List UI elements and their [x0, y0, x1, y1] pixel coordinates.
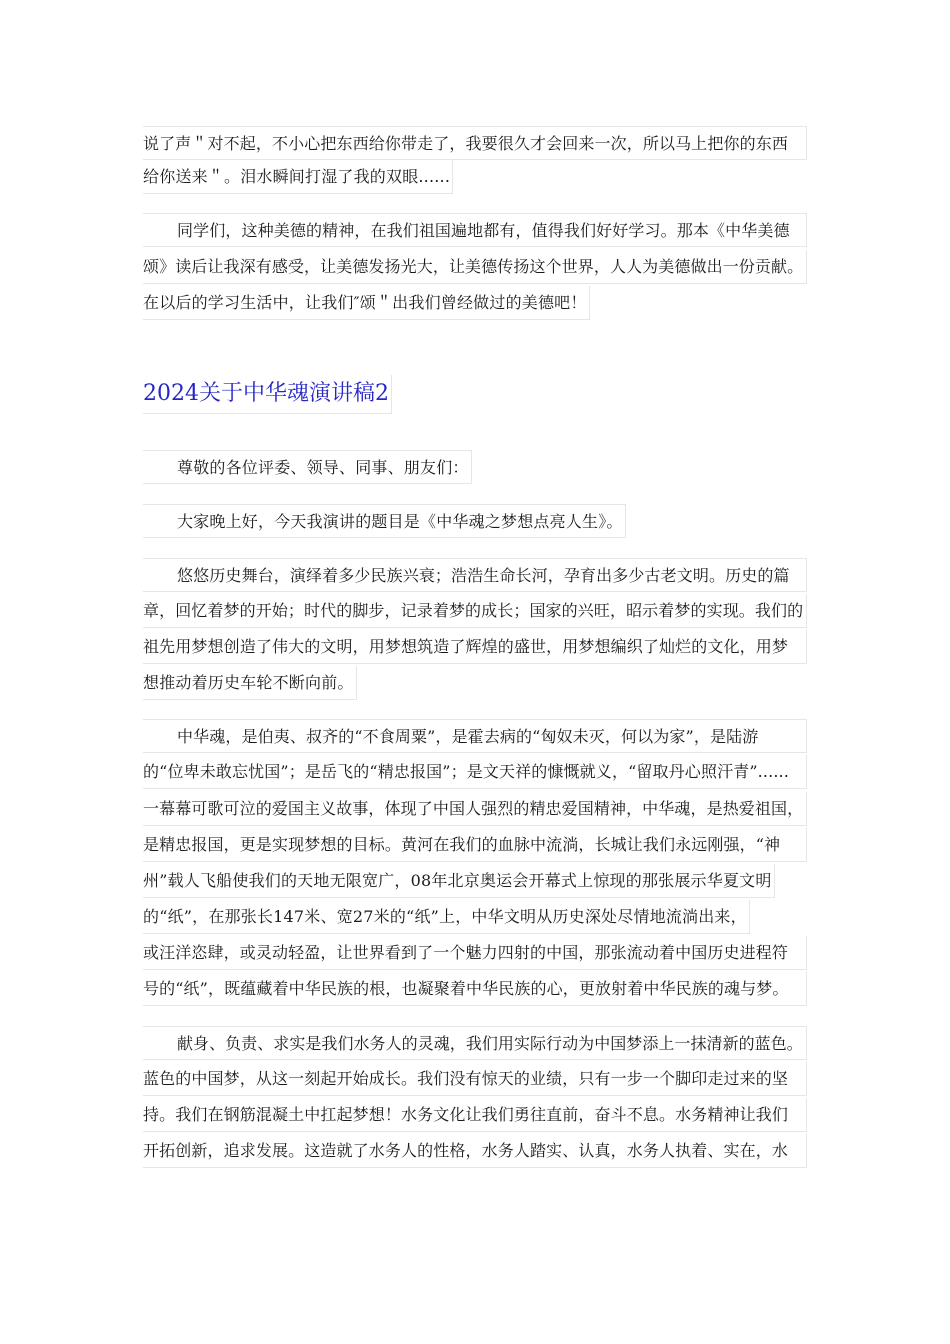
- text-line: 的“纸”，在那张长147米、宽27米的“纸”上，中华文明从历史深处尽情地流淌出来，: [143, 900, 750, 934]
- text-line: [143, 1026, 807, 1060]
- section-heading: 2024关于中华魂演讲稿2: [143, 375, 392, 414]
- text-line: 蓝色的中国梦，从这一刻起开始成长。我们没有惊天的业绩，只有一步一个脚印走过来的坚: [143, 1062, 807, 1096]
- text-line: 给你送来＂。泪水瞬间打湿了我的双眼......: [143, 160, 453, 194]
- text-line: 说了声＂对不起，不小心把东西给你带走了，我要很久才会回来一次，所以马上把你的东西: [143, 126, 807, 160]
- text-line: 在以后的学习生活中，让我们″颂＂出我们曾经做过的美德吧！: [143, 286, 590, 320]
- text-line: 开拓创新，追求发展。这造就了水务人的性格，水务人踏实、认真，水务人执着、实在，水: [143, 1134, 807, 1168]
- text-line: 章，回忆着梦的开始；时代的脚步，记录着梦的成长；国家的兴旺，昭示着梦的实现。我们的: [143, 594, 807, 628]
- text-line: 一幕幕可歌可泣的爱国主义故事，体现了中国人强烈的精忠爱国精神，中华魂，是热爱祖国，: [143, 792, 807, 826]
- intro-text: 大家晚上好，今天我演讲的题目是《中华魂之梦想点亮人生》。: [177, 512, 623, 531]
- text-line: 的“位卑未敢忘忧国”；是岳飞的“精忠报国”；是文天祥的慷慨就义，“留取丹心照汗青”......: [143, 755, 807, 789]
- text-line-content: 同学们，这种美德的精神，在我们祖国遍地都有，值得我们好好学习。那本《中华美德: [177, 221, 790, 240]
- greeting-text: 尊敬的各位评委、领导、同事、朋友们：: [177, 458, 469, 477]
- text-line-content: 献身、负责、求实是我们水务人的灵魂，我们用实际行动为中国梦添上一抹清新的蓝色。: [177, 1034, 803, 1053]
- text-line-content: 中华魂，是伯夷、叔齐的“不食周粟”，是霍去病的“匈奴未灭，何以为家”，是陆游: [177, 727, 759, 746]
- text-line: 是精忠报国，更是实现梦想的目标。黄河在我们的血脉中流淌，长城让我们永远刚强，“神: [143, 828, 807, 862]
- text-line: 持。我们在钢筋混凝土中扛起梦想！水务文化让我们勇往直前，奋斗不息。水务精神让我们: [143, 1098, 807, 1132]
- text-line: 想推动着历史车轮不断向前。: [143, 666, 357, 700]
- text-line: [143, 719, 807, 753]
- text-line: [143, 558, 807, 592]
- intro-line: [143, 504, 626, 538]
- text-line: 颂》读后让我深有感受，让美德发扬光大，让美德传扬这个世界，人人为美德做出一份贡献。: [143, 250, 807, 284]
- text-line: 或汪洋恣肆，或灵动轻盈，让世界看到了一个魅力四射的中国，那张流动着中国历史进程符: [143, 936, 807, 970]
- text-line: 祖先用梦想创造了伟大的文明，用梦想筑造了辉煌的盛世，用梦想编织了灿烂的文化，用梦: [143, 630, 807, 664]
- greeting-line: [143, 450, 472, 484]
- text-line-content: 悠悠历史舞台，演绎着多少民族兴衰；浩浩生命长河，孕育出多少古老文明。历史的篇: [177, 566, 790, 585]
- text-line: [143, 213, 807, 247]
- text-line: 号的“纸”，既蕴藏着中华民族的根，也凝聚着中华民族的心，更放射着中华民族的魂与梦。: [143, 972, 807, 1006]
- text-line: 州”载人飞船使我们的天地无限宽广，08年北京奥运会开幕式上惊现的那张展示华夏文明: [143, 864, 775, 898]
